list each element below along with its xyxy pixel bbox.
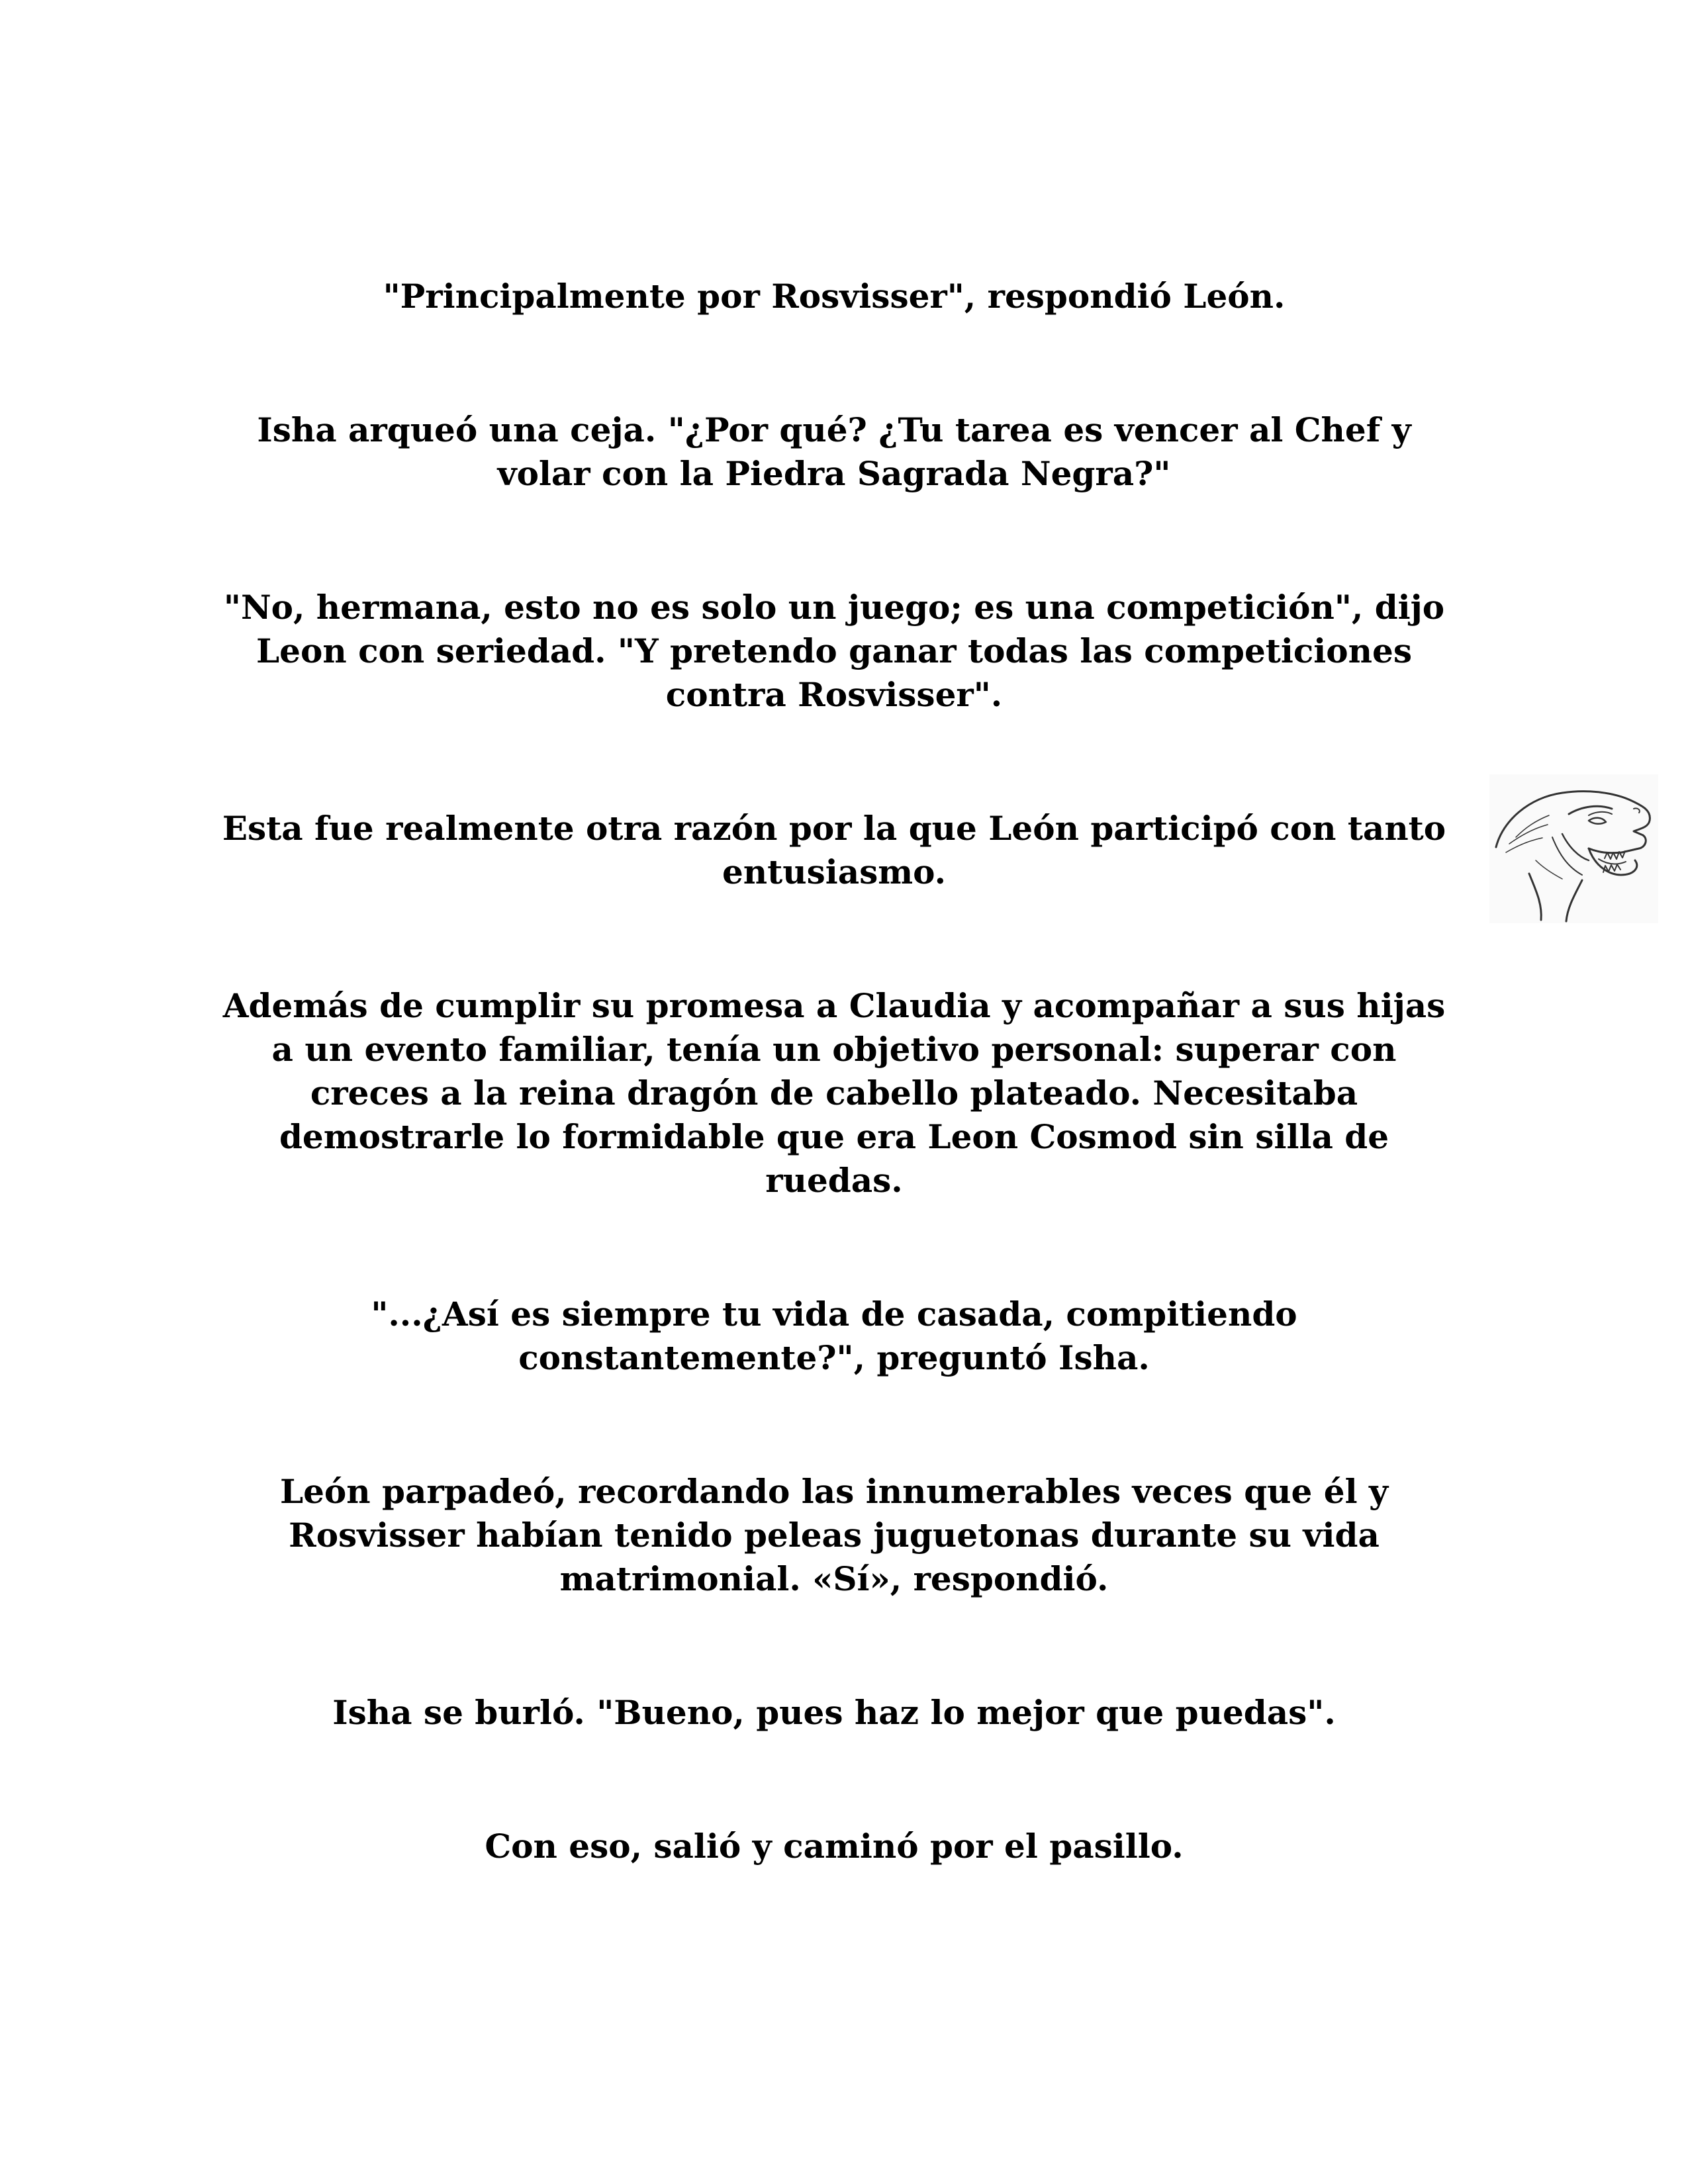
paragraph: "Principalmente por Rosvisser", respondió León. [383, 277, 1286, 316]
paragraph: León parpadeó, recordando las innumerables veces que él y Rosvisser habían tenido peleas juguetonas durante su vida matrimonial. «Sí», respondió. [279, 1472, 1389, 1598]
paragraph: Isha se burló. "Bueno, pues haz lo mejor que puedas". [332, 1693, 1336, 1732]
paragraph: Isha arqueó una ceja. "¿Por qué? ¿Tu tarea es vencer al Chef y volar con la Piedra Sagrada Negra?" [257, 410, 1411, 493]
story-text [212, 275, 1456, 1868]
paragraph: "...¿Así es siempre tu vida de casada, compitiendo constantemente?", preguntó Isha. [371, 1295, 1297, 1377]
paragraph: Con eso, salió y caminó por el pasillo. [485, 1827, 1184, 1866]
paragraph: Esta fue realmente otra razón por la que León participó con tanto entusiasmo. [222, 809, 1446, 891]
paragraph: "No, hermana, esto no es solo un juego; es una competición", dijo Leon con seriedad. "Y pretendo ganar todas las competiciones contra Rosvisser". [223, 588, 1445, 714]
dinosaur-head-sketch-icon [1489, 774, 1658, 923]
paragraph: Además de cumplir su promesa a Claudia y acompañar a sus hijas a un evento familiar, tenía un objetivo personal: superar con creces a la reina dragón de cabello plateado. Necesitaba demostrarle lo formidable que era Leon Cosmod sin silla de ruedas. [222, 986, 1446, 1200]
